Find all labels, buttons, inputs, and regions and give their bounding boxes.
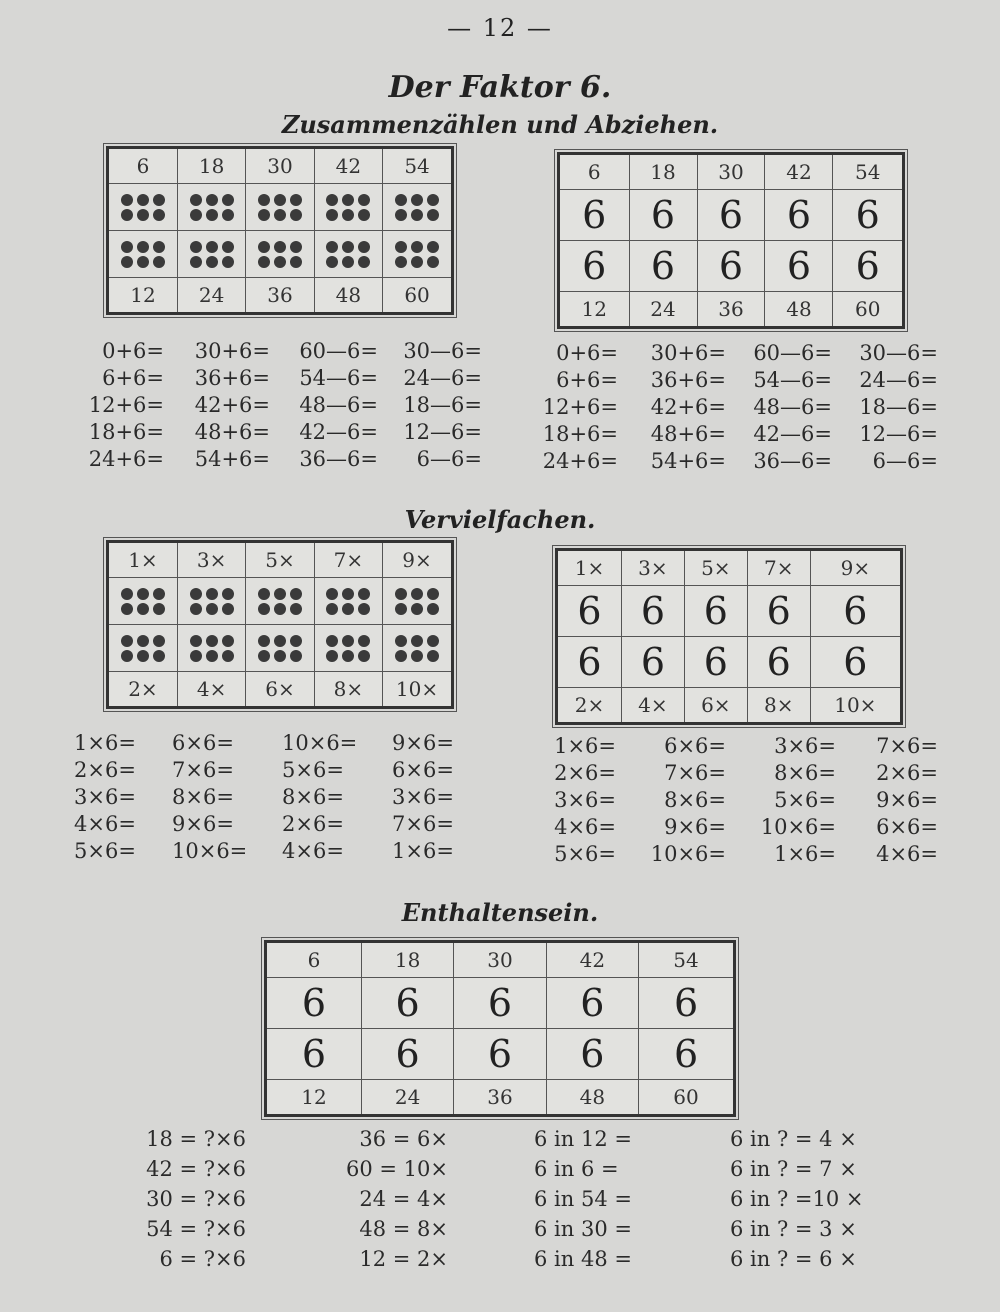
exercise-item: 6×6= (392, 758, 454, 782)
exercise-item: 2×6= (282, 812, 344, 836)
grid-bottom-label: 8× (747, 688, 810, 724)
dot-cluster (314, 578, 382, 625)
grid-bottom-label: 2× (108, 672, 178, 708)
exercise-item: 48—6= (299, 393, 378, 417)
grid-cell-six: 6 (454, 1029, 546, 1080)
dot-cluster (383, 578, 453, 625)
dot-row (108, 231, 453, 278)
exercise-item: 18+6= (88, 420, 164, 444)
exercise-item: 6 in ? =10 × (730, 1187, 864, 1211)
exercise-item: 7×6= (876, 734, 938, 758)
grid-bottom-label: 36 (697, 292, 765, 328)
number-grid-mult (555, 548, 903, 725)
grid-top-label: 30 (454, 942, 546, 978)
grid-cell-six: 6 (765, 241, 833, 292)
exercise-item: 12+6= (88, 393, 164, 417)
exercise-item: 3×6= (554, 788, 616, 812)
exercise-column (738, 340, 832, 475)
exercise-item: 9×6= (392, 731, 454, 755)
exercise-item: 36+6= (194, 366, 270, 390)
dot-cluster (108, 578, 178, 625)
six-row (559, 190, 904, 241)
grid-cell-six: 6 (559, 241, 630, 292)
grid-bottom-label: 24 (629, 292, 697, 328)
grid-bottom-label: 6× (684, 688, 747, 724)
grid-bottom-label: 10× (383, 672, 453, 708)
exercise-item: 2×6= (876, 761, 938, 785)
grid-top-row (557, 550, 902, 586)
grid-bottom-label: 2× (557, 688, 622, 724)
exercise-column (530, 733, 616, 868)
exercise-item: 30+6= (650, 341, 726, 365)
grid-bottom-label: 36 (454, 1080, 546, 1116)
dot-cluster (246, 231, 314, 278)
six-row (557, 637, 902, 688)
exercise-column (630, 733, 726, 868)
exercise-column (526, 340, 618, 475)
grid-cell-six: 6 (747, 586, 810, 637)
exercise-item: 1×6= (74, 731, 136, 755)
grid-bottom-label: 36 (246, 278, 314, 314)
grid-cell-six: 6 (454, 978, 546, 1029)
exercise-item: 24+6= (88, 447, 164, 471)
dot-cluster (314, 231, 382, 278)
exercise-column (120, 1124, 246, 1274)
exercise-item: 1×6= (392, 839, 454, 863)
section-heading-mult: Vervielfachen. (404, 505, 596, 534)
exercise-item: 0+6= (102, 339, 164, 363)
dot-grid-mult (106, 540, 454, 709)
exercise-column (74, 338, 164, 473)
grid-top-label: 18 (177, 148, 245, 184)
grid-bottom-label: 60 (639, 1080, 735, 1116)
grid-bottom-label: 12 (266, 1080, 362, 1116)
section-heading-contain: Enthaltensein. (401, 898, 599, 927)
grid-bottom-row (266, 1080, 735, 1116)
exercise-item: 30 = ?×6 (146, 1187, 246, 1211)
exercise-item: 4×6= (554, 815, 616, 839)
grid-top-label: 9× (383, 542, 453, 578)
dot-cluster (314, 184, 382, 231)
six-row (266, 1029, 735, 1080)
exercise-item: 8×6= (172, 785, 234, 809)
grid-top-label: 7× (314, 542, 382, 578)
exercise-item: 9×6= (172, 812, 234, 836)
grid-cell-six: 6 (546, 978, 638, 1029)
exercise-item: 54+6= (650, 449, 726, 473)
grid-bottom-row (557, 688, 902, 724)
grid-top-label: 9× (810, 550, 901, 586)
exercise-item: 12 = 2× (359, 1247, 448, 1271)
exercise-item: 30—6= (859, 341, 938, 365)
exercise-item: 60 = 10× (346, 1157, 448, 1181)
exercise-column (842, 340, 938, 475)
grid-cell-six: 6 (361, 1029, 453, 1080)
exercise-item: 5×6= (554, 842, 616, 866)
grid-cell-six: 6 (639, 1029, 735, 1080)
exercise-item: 48 = 8× (359, 1217, 448, 1241)
exercise-item: 12—6= (403, 420, 482, 444)
exercise-item: 36 = 6× (359, 1127, 448, 1151)
grid-cell-six: 6 (833, 241, 904, 292)
dot-cluster (246, 625, 314, 672)
exercise-item: 6 in 30 = (534, 1217, 632, 1241)
grid-bottom-label: 48 (546, 1080, 638, 1116)
exercise-item: 6 in ? = 6 × (730, 1247, 857, 1271)
exercise-item: 10×6= (282, 731, 358, 755)
exercise-column (178, 338, 270, 473)
exercise-column (74, 730, 164, 865)
exercise-item: 5×6= (282, 758, 344, 782)
grid-bottom-label: 4× (621, 688, 684, 724)
exercise-column (386, 338, 482, 473)
grid-top-label: 30 (697, 154, 765, 190)
exercise-column (632, 340, 726, 475)
grid-top-label: 42 (314, 148, 382, 184)
exercise-column (282, 730, 380, 865)
exercise-item: 3×6= (74, 785, 136, 809)
exercise-column (284, 338, 378, 473)
exercise-item: 8×6= (664, 788, 726, 812)
exercise-item: 5×6= (774, 788, 836, 812)
exercise-item: 18+6= (542, 422, 618, 446)
exercise-item: 36—6= (299, 447, 378, 471)
exercise-item: 6 in 12 = (534, 1127, 632, 1151)
number-grid-add (557, 152, 905, 329)
grid-bottom-row (108, 278, 453, 314)
exercise-item: 7×6= (172, 758, 234, 782)
dot-grid-add (106, 146, 454, 315)
grid-bottom-label: 4× (177, 672, 245, 708)
exercise-item: 60—6= (753, 341, 832, 365)
dot-cluster (177, 184, 245, 231)
exercise-column (850, 733, 938, 868)
dot-cluster (246, 184, 314, 231)
grid-bottom-label: 12 (559, 292, 630, 328)
grid-top-label: 18 (361, 942, 453, 978)
grid-top-label: 5× (684, 550, 747, 586)
dot-cluster (383, 184, 453, 231)
grid-bottom-label: 12 (108, 278, 178, 314)
grid-cell-six: 6 (810, 637, 901, 688)
grid-top-label: 7× (747, 550, 810, 586)
grid-cell-six: 6 (621, 586, 684, 637)
grid-cell-six: 6 (266, 1029, 362, 1080)
exercise-item: 60—6= (299, 339, 378, 363)
grid-cell-six: 6 (810, 586, 901, 637)
grid-top-label: 54 (639, 942, 735, 978)
grid-cell-six: 6 (684, 586, 747, 637)
six-row (266, 978, 735, 1029)
dot-cluster (314, 625, 382, 672)
exercise-item: 18—6= (403, 393, 482, 417)
exercise-item: 0+6= (556, 341, 618, 365)
exercise-item: 24 = 4× (359, 1187, 448, 1211)
grid-top-label: 1× (557, 550, 622, 586)
exercise-item: 6 in ? = 7 × (730, 1157, 857, 1181)
exercise-item: 24—6= (859, 368, 938, 392)
dot-cluster (177, 578, 245, 625)
six-row (559, 241, 904, 292)
exercise-item: 6 in ? = 4 × (730, 1127, 857, 1151)
grid-bottom-row (559, 292, 904, 328)
exercise-column (534, 1124, 654, 1274)
dot-cluster (177, 231, 245, 278)
exercise-item: 8×6= (774, 761, 836, 785)
exercise-item: 54 = ?×6 (146, 1217, 246, 1241)
exercise-item: 10×6= (172, 839, 248, 863)
grid-bottom-label: 24 (177, 278, 245, 314)
exercise-item: 42—6= (753, 422, 832, 446)
grid-cell-six: 6 (639, 978, 735, 1029)
grid-bottom-label: 60 (833, 292, 904, 328)
exercise-item: 8×6= (282, 785, 344, 809)
grid-bottom-label: 60 (383, 278, 453, 314)
exercise-item: 3×6= (392, 785, 454, 809)
exercise-column (730, 1124, 890, 1274)
exercise-item: 6+6= (102, 366, 164, 390)
exercise-item: 9×6= (876, 788, 938, 812)
grid-cell-six: 6 (697, 241, 765, 292)
exercise-item: 42+6= (194, 393, 270, 417)
exercise-item: 48+6= (194, 420, 270, 444)
exercise-item: 2×6= (554, 761, 616, 785)
exercise-item: 54—6= (753, 368, 832, 392)
grid-bottom-row (108, 672, 453, 708)
grid-cell-six: 6 (546, 1029, 638, 1080)
grid-cell-six: 6 (833, 190, 904, 241)
exercise-item: 6×6= (664, 734, 726, 758)
exercise-item: 5×6= (74, 839, 136, 863)
dot-cluster (177, 625, 245, 672)
exercise-item: 1×6= (554, 734, 616, 758)
exercise-column (172, 730, 268, 865)
grid-cell-six: 6 (266, 978, 362, 1029)
page-number: — 12 — (447, 14, 553, 42)
page-title: Der Faktor 6. (388, 70, 612, 105)
grid-top-label: 30 (246, 148, 314, 184)
section-heading-add-sub: Zusammenzählen und Abziehen. (281, 110, 719, 139)
exercise-item: 6—6= (872, 449, 938, 473)
exercise-item: 6 in ? = 3 × (730, 1217, 857, 1241)
exercise-item: 4×6= (74, 812, 136, 836)
exercise-item: 12—6= (859, 422, 938, 446)
exercise-column (740, 733, 836, 868)
dot-cluster (108, 231, 178, 278)
exercise-item: 54+6= (194, 447, 270, 471)
exercise-item: 54—6= (299, 366, 378, 390)
exercise-item: 4×6= (876, 842, 938, 866)
exercise-item: 48+6= (650, 422, 726, 446)
dot-cluster (108, 625, 178, 672)
grid-top-label: 54 (833, 154, 904, 190)
grid-top-label: 6 (559, 154, 630, 190)
dot-cluster (108, 184, 178, 231)
exercise-item: 6 = ?×6 (159, 1247, 246, 1271)
exercise-item: 7×6= (664, 761, 726, 785)
grid-cell-six: 6 (621, 637, 684, 688)
dot-row (108, 578, 453, 625)
exercise-item: 6 in 6 = (534, 1157, 619, 1181)
grid-bottom-label: 6× (246, 672, 314, 708)
exercise-item: 4×6= (282, 839, 344, 863)
grid-top-label: 3× (621, 550, 684, 586)
exercise-item: 2×6= (74, 758, 136, 782)
exercise-item: 18 = ?×6 (146, 1127, 246, 1151)
exercise-item: 6—6= (416, 447, 482, 471)
grid-top-label: 3× (177, 542, 245, 578)
dot-row (108, 625, 453, 672)
grid-top-label: 5× (246, 542, 314, 578)
grid-cell-six: 6 (629, 190, 697, 241)
six-row (557, 586, 902, 637)
grid-top-row (266, 942, 735, 978)
exercise-item: 18—6= (859, 395, 938, 419)
exercise-item: 6×6= (172, 731, 234, 755)
exercise-item: 30—6= (403, 339, 482, 363)
grid-top-label: 6 (266, 942, 362, 978)
grid-top-label: 42 (546, 942, 638, 978)
grid-bottom-label: 48 (765, 292, 833, 328)
dot-row (108, 184, 453, 231)
grid-top-label: 18 (629, 154, 697, 190)
grid-top-label: 1× (108, 542, 178, 578)
grid-top-label: 54 (383, 148, 453, 184)
exercise-item: 36—6= (753, 449, 832, 473)
grid-bottom-label: 48 (314, 278, 382, 314)
exercise-item: 30+6= (194, 339, 270, 363)
grid-cell-six: 6 (697, 190, 765, 241)
dot-cluster (246, 578, 314, 625)
grid-bottom-label: 10× (810, 688, 901, 724)
grid-cell-six: 6 (557, 637, 622, 688)
grid-cell-six: 6 (747, 637, 810, 688)
grid-top-row (559, 154, 904, 190)
exercise-item: 24+6= (542, 449, 618, 473)
exercise-item: 6+6= (556, 368, 618, 392)
grid-cell-six: 6 (684, 637, 747, 688)
grid-top-label: 42 (765, 154, 833, 190)
exercise-item: 42+6= (650, 395, 726, 419)
exercise-item: 9×6= (664, 815, 726, 839)
exercise-item: 48—6= (753, 395, 832, 419)
exercise-item: 42—6= (299, 420, 378, 444)
grid-top-label: 6 (108, 148, 178, 184)
grid-cell-six: 6 (559, 190, 630, 241)
exercise-column (392, 730, 482, 865)
exercise-item: 12+6= (542, 395, 618, 419)
exercise-item: 10×6= (650, 842, 726, 866)
exercise-item: 6 in 54 = (534, 1187, 632, 1211)
grid-cell-six: 6 (557, 586, 622, 637)
exercise-item: 6 in 48 = (534, 1247, 632, 1271)
dot-cluster (383, 625, 453, 672)
exercise-item: 1×6= (774, 842, 836, 866)
exercise-item: 3×6= (774, 734, 836, 758)
exercise-item: 24—6= (403, 366, 482, 390)
exercise-item: 10×6= (760, 815, 836, 839)
grid-bottom-label: 8× (314, 672, 382, 708)
grid-bottom-label: 24 (361, 1080, 453, 1116)
grid-cell-six: 6 (629, 241, 697, 292)
exercise-item: 6×6= (876, 815, 938, 839)
exercise-item: 36+6= (650, 368, 726, 392)
grid-cell-six: 6 (765, 190, 833, 241)
exercise-item: 42 = ?×6 (146, 1157, 246, 1181)
number-grid-contain (264, 940, 736, 1117)
grid-top-row (108, 148, 453, 184)
exercise-column (322, 1124, 448, 1274)
dot-cluster (383, 231, 453, 278)
exercise-item: 7×6= (392, 812, 454, 836)
grid-top-row (108, 542, 453, 578)
grid-cell-six: 6 (361, 978, 453, 1029)
